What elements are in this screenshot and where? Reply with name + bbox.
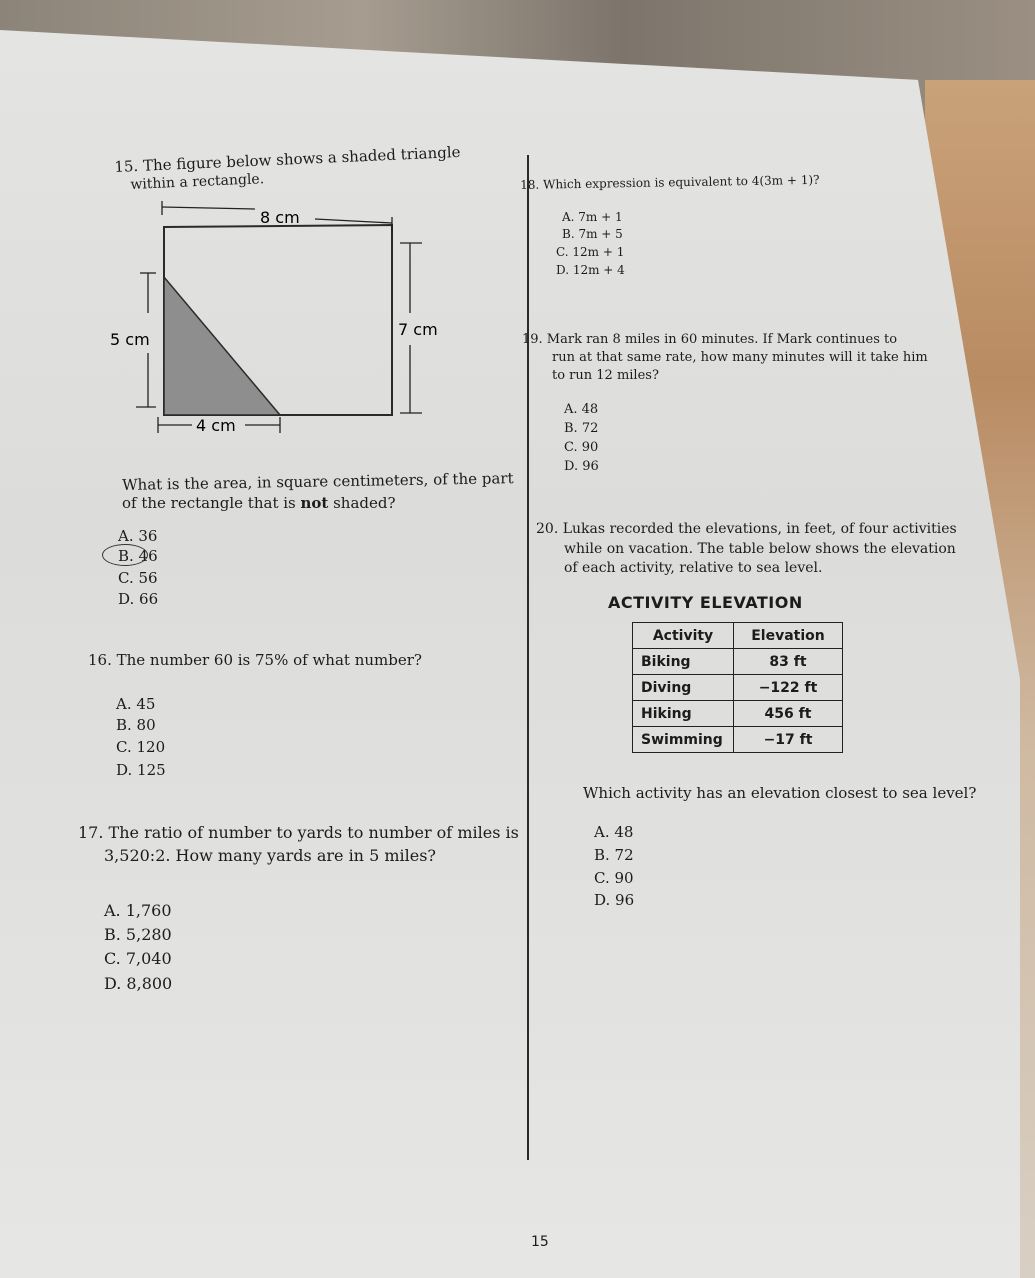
top-dim-line-right <box>315 219 392 223</box>
q15-option-c[interactable]: C. 56 <box>118 569 158 587</box>
q15-question-line1: What is the area, in square centimeters, of the part <box>122 469 514 494</box>
q18-option-b[interactable]: B. 7m + 5 <box>562 227 623 241</box>
q17-prompt-line2: 3,520:2. How many yards are in 5 miles? <box>104 846 436 865</box>
table-cell-elevation: −17 ft <box>734 727 843 753</box>
table-cell-activity: Swimming <box>633 727 734 753</box>
table-header-activity: Activity <box>633 623 734 649</box>
table-cell-activity: Hiking <box>633 701 734 727</box>
q17-option-d[interactable]: D. 8,800 <box>104 974 173 993</box>
q20-option-d[interactable]: D. 96 <box>594 891 635 909</box>
q18-option-a[interactable]: A. 7m + 1 <box>562 210 623 224</box>
q19-option-d[interactable]: D. 96 <box>564 459 599 474</box>
q16-option-c[interactable]: C. 120 <box>116 738 166 756</box>
q15-prompt-line1: 15. The figure below shows a shaded triangle <box>114 142 461 176</box>
q18-option-c[interactable]: C. 12m + 1 <box>556 245 625 259</box>
q15-option-b[interactable]: B. 46 <box>118 547 158 565</box>
q18-prompt: 18. Which expression is equivalent to 4(3m + 1)? <box>520 172 820 192</box>
q16-prompt: 16. The number 60 is 75% of what number? <box>88 651 422 669</box>
q17-option-a[interactable]: A. 1,760 <box>104 901 172 920</box>
table-row <box>633 701 843 727</box>
right-dim-label: 7 cm <box>398 320 438 339</box>
q15-question-line2: of the rectangle that is not shaded? <box>122 494 396 512</box>
q17-option-c[interactable]: C. 7,040 <box>104 949 172 968</box>
q20-question: Which activity has an elevation closest to sea level? <box>583 784 977 802</box>
q15-option-a[interactable]: A. 36 <box>118 527 158 545</box>
rectangle-figure <box>100 195 470 445</box>
q15-prompt-line2: within a rectangle. <box>130 171 265 193</box>
table-row <box>633 675 843 701</box>
q19-option-b[interactable]: B. 72 <box>564 421 599 436</box>
q19-prompt-line1: 19. Mark ran 8 miles in 60 minutes. If Mark continues to <box>522 332 898 347</box>
q16-option-a[interactable]: A. 45 <box>116 695 156 713</box>
table-row <box>633 727 843 753</box>
table-cell-activity: Diving <box>633 675 734 701</box>
table-cell-activity: Biking <box>633 649 734 675</box>
table-cell-elevation: 83 ft <box>734 649 843 675</box>
q19-option-c[interactable]: C. 90 <box>564 440 599 455</box>
elevation-table <box>632 622 843 753</box>
table-row <box>633 649 843 675</box>
table-header-row <box>633 623 843 649</box>
table-cell-elevation: −122 ft <box>734 675 843 701</box>
q20-prompt-line1: 20. Lukas recorded the elevations, in feet, of four activities <box>536 521 957 537</box>
table-cell-elevation: 456 ft <box>734 701 843 727</box>
q17-prompt-line1: 17. The ratio of number to yards to number of miles is <box>78 823 519 842</box>
column-divider <box>527 155 529 1160</box>
q15-option-d[interactable]: D. 66 <box>118 590 159 608</box>
q20-prompt-line2: while on vacation. The table below shows the elevation <box>564 541 956 557</box>
q16-option-d[interactable]: D. 125 <box>116 761 166 779</box>
page-number: 15 <box>531 1234 549 1250</box>
table-title: ACTIVITY ELEVATION <box>608 593 803 612</box>
shaded-triangle <box>164 277 280 415</box>
q19-option-a[interactable]: A. 48 <box>564 402 599 417</box>
q18-option-d[interactable]: D. 12m + 4 <box>556 263 625 277</box>
table-header-elevation: Elevation <box>734 623 843 649</box>
left-dim-label: 5 cm <box>110 330 150 349</box>
q19-prompt-line2: run at that same rate, how many minutes will it take him <box>552 350 928 365</box>
top-dim-line-left <box>162 207 255 209</box>
q16-option-b[interactable]: B. 80 <box>116 716 156 734</box>
q20-prompt-line3: of each activity, relative to sea level. <box>564 560 823 576</box>
bottom-dim-label: 4 cm <box>196 416 236 435</box>
q17-option-b[interactable]: B. 5,280 <box>104 925 172 944</box>
q20-option-b[interactable]: B. 72 <box>594 846 634 864</box>
q20-option-c[interactable]: C. 90 <box>594 869 634 887</box>
top-dim-label: 8 cm <box>260 208 300 227</box>
q19-prompt-line3: to run 12 miles? <box>552 368 659 383</box>
q20-option-a[interactable]: A. 48 <box>594 823 634 841</box>
